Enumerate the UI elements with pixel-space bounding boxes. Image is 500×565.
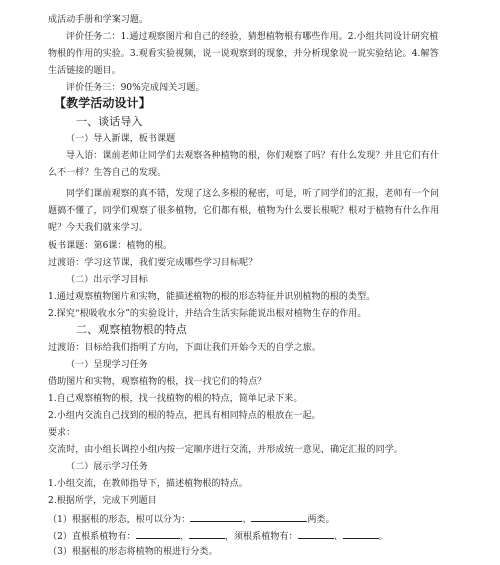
text-line: 借助图片和实物，观察植物的根，找一找它们的特点？ [48, 377, 267, 388]
question-2-mid: ，须根系植物有： [224, 532, 298, 542]
text-line: 2.探究“根吸收水分”的实验设计，并结合生活实际能说出根对植物生存的作用。 [48, 309, 367, 320]
answer-blank[interactable] [251, 512, 307, 522]
text-line: （二）出示学习目标 [66, 275, 148, 286]
text-line: （一）导入新课，板书课题 [66, 133, 176, 144]
text-line: 过渡语：学习这节课，我们要完成哪些学习目标呢？ [48, 258, 258, 269]
answer-blank[interactable] [189, 529, 225, 539]
answer-blank[interactable] [343, 529, 379, 539]
text-line: 生活链接的题目。 [48, 66, 121, 76]
text-line: （一）呈现学习任务 [66, 360, 148, 371]
text-line: 2.小组内交流自己找到的根的特点，把具有相同特点的根放在一起。 [48, 411, 321, 422]
text-line: 1.通过观察植物图片和实物，能描述植物的根的形态特征并识别植物的根的类型。 [48, 292, 376, 303]
question-3: （3）根据根的形态将植物的根进行分类。 [48, 547, 218, 557]
question-2-text: （2）直根系植物有： [48, 532, 136, 542]
text-line: 么不一样？生答自己的发现。 [48, 167, 167, 178]
text-line: 评价任务三：90%完成闯关习题。 [66, 83, 205, 93]
subheading: 二、观察植物根的特点 [76, 323, 187, 337]
text-line: 板书课题：第6课：植物的根。 [48, 241, 173, 252]
text-line: 1.小组交流，在教师指导下，描述植物根的特点。 [48, 479, 248, 489]
section-heading: 【教学活动设计】 [54, 96, 151, 111]
separator: 、 [242, 515, 252, 525]
answer-blank[interactable] [136, 529, 180, 539]
separator: 、 [179, 532, 189, 542]
text-line: 评价任务二：1.通过观察图片和自己的经验，猜想植物根有哪些作用。2.小组共同设计研究植 [66, 32, 439, 42]
text-line: （二）展示学习任务 [66, 462, 148, 473]
question-2-end: 。 [378, 532, 388, 542]
question-1 [48, 512, 458, 526]
text-line: 1.自己观察植物的根，找一找植物的根的特点，简单记录下来。 [48, 394, 303, 405]
text-line: 导入语：课前老师让同学们去观察各种植物的根，你们观察了吗？有什么发现？并且它们有什 [66, 150, 440, 161]
text-line: 要求： [48, 428, 76, 439]
text-line: 过渡语：目标给我们指明了方向，下面让我们开始今天的自学之旅。 [48, 343, 322, 354]
text-line: 同学们课前观察的真不错，发现了这么多根的秘密，可是，听了同学们的汇报，老师有一个问 [66, 189, 440, 200]
text-line: 成活动手册和学案习题。 [48, 15, 149, 25]
answer-blank[interactable] [298, 529, 334, 539]
question-2 [48, 529, 458, 543]
question-1-suffix: 两类。 [307, 515, 335, 525]
text-line: 题搞不懂了，同学们观察了很多植物，它们都有根，植物为什么要长根呢？根对于植物有什么作用 [48, 206, 440, 217]
question-1-text: （1）根据根的形态，根可以分为： [48, 515, 191, 525]
subheading: 一、谈话导入 [76, 115, 143, 128]
text-line: 呢？今天我们就来学习。 [48, 223, 149, 234]
text-line: 交流时，由小组长调控小组内按一定顺序进行交流，并形成统一意见，确定汇报的同学。 [48, 445, 403, 456]
answer-blank[interactable] [190, 512, 242, 522]
text-line: 物根的作用的实验。3.观看实验视频，说一说观察到的现象，并分析现象说一说实验结论。4.解答 [48, 49, 439, 59]
separator: 、 [333, 532, 343, 542]
text-line: 2.根据所学，完成下列题目 [48, 496, 157, 505]
